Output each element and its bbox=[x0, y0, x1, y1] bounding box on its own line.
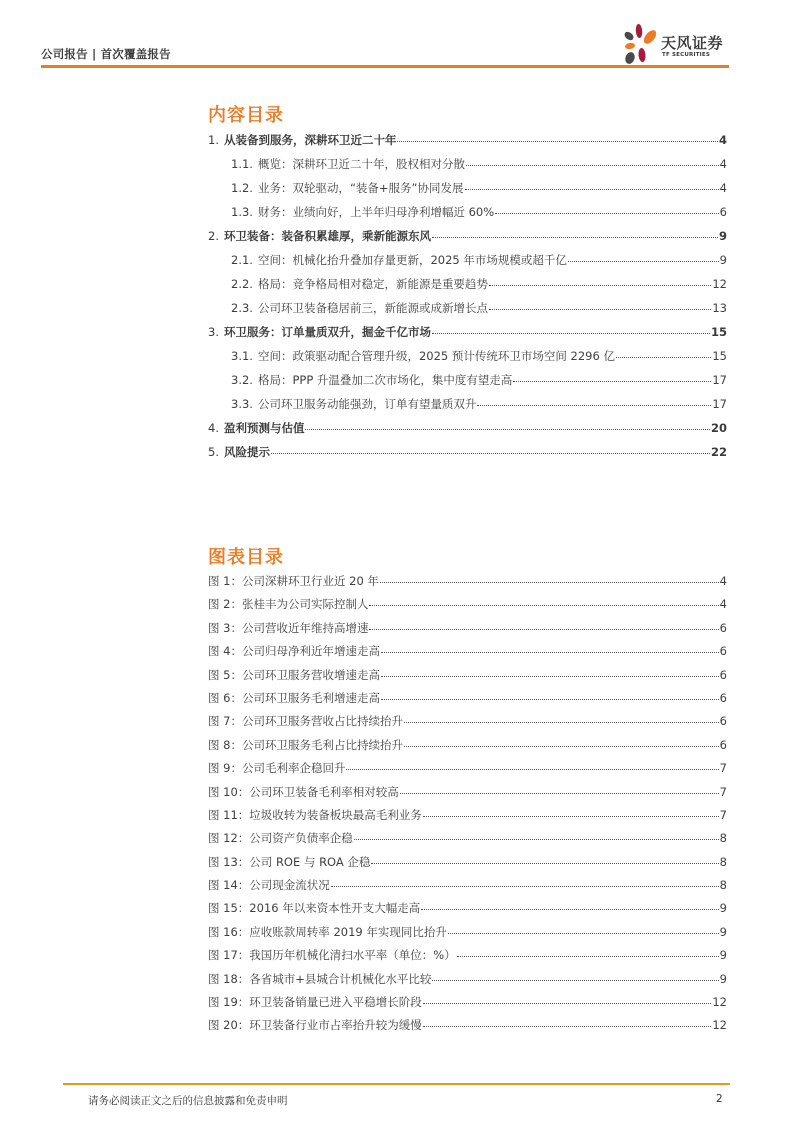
figure-entry[interactable] bbox=[208, 971, 727, 994]
figure-page-number: 6 bbox=[719, 690, 727, 705]
figure-page-number: 6 bbox=[719, 737, 727, 752]
toc-entry[interactable]: 5. 风险提示 22 bbox=[208, 445, 727, 459]
figure-page-number: 4 bbox=[719, 597, 727, 612]
figure-entry[interactable] bbox=[208, 830, 727, 853]
figure-entry[interactable] bbox=[208, 994, 727, 1017]
toc-entry[interactable]: 2.2. 格局：竞争格局相对稳定，新能源是重要趋势 12 bbox=[231, 277, 727, 291]
figure-entry[interactable] bbox=[208, 620, 727, 643]
dot-leader bbox=[271, 453, 710, 454]
figure-entry-text: 图 1：公司深耕环卫行业近 20 年 bbox=[208, 574, 379, 588]
toc-page-number: 17 bbox=[712, 373, 727, 387]
figure-entry[interactable] bbox=[208, 573, 727, 596]
toc-page-number: 15 bbox=[712, 349, 727, 363]
toc-entry[interactable]: 3. 环卫服务：订单量质双升，掘金千亿市场 15 bbox=[208, 325, 727, 339]
table-of-contents bbox=[208, 132, 727, 468]
figure-entry[interactable] bbox=[208, 667, 727, 690]
figure-entry[interactable] bbox=[208, 643, 727, 666]
figure-page-number: 9 bbox=[719, 901, 727, 916]
figure-page-number: 6 bbox=[719, 667, 727, 682]
toc-entry-text: 财务：业绩向好，上半年归母净利增幅近 60% bbox=[257, 205, 495, 219]
toc-entry-text: 公司环卫服务动能强劲，订单有望量质双升 bbox=[257, 397, 477, 411]
dot-leader bbox=[489, 285, 711, 286]
figures-toc-title: 图表目录 bbox=[208, 547, 284, 568]
toc-page-number: 4 bbox=[719, 181, 727, 195]
figure-entry-text: 图 3：公司营收近年维持高增速 bbox=[208, 620, 369, 635]
dot-leader bbox=[305, 429, 710, 430]
toc-entry-text: 从装备到服务，深耕环卫近二十年 bbox=[223, 133, 397, 147]
toc-page-number: 13 bbox=[712, 301, 727, 315]
toc-entry-text: 格局：PPP 升温叠加二次市场化，集中度有望走高 bbox=[257, 373, 513, 387]
figure-page-number: 7 bbox=[719, 784, 727, 799]
figure-entry[interactable] bbox=[208, 596, 727, 619]
disclaimer-notice: 请务必阅读正文之后的信息披露和免责申明 bbox=[88, 1095, 288, 1107]
logo-english-name: TF SECURITIES bbox=[662, 52, 711, 58]
toc-page-number: 20 bbox=[710, 421, 727, 435]
page-header bbox=[41, 20, 729, 68]
toc-entry-text: 环卫服务：订单量质双升，掘金千亿市场 bbox=[223, 325, 431, 339]
report-type-label: 公司报告 | 首次覆盖报告 bbox=[41, 47, 171, 61]
toc-page-number: 4 bbox=[719, 157, 727, 171]
figure-page-number: 6 bbox=[719, 620, 727, 635]
header-divider bbox=[41, 65, 729, 68]
figure-entry-text: 图 13：公司 ROE 与 ROA 企稳 bbox=[208, 854, 371, 869]
toc-entry[interactable]: 2.3. 公司环卫装备稳居前三，新能源或成新增长点 13 bbox=[231, 301, 727, 315]
figure-page-number: 12 bbox=[712, 995, 727, 1010]
figure-entry-text: 图 10：公司环卫装备毛利率相对较高 bbox=[208, 784, 399, 799]
toc-entry-text: 概览：深耕环卫近二十年，股权相对分散 bbox=[257, 157, 465, 171]
toc-entry[interactable]: 3.2. 格局：PPP 升温叠加二次市场化，集中度有望走高 17 bbox=[231, 373, 727, 387]
figure-page-number: 4 bbox=[719, 574, 727, 588]
figure-entry-text: 图 8：公司环卫服务毛利占比持续抬升 bbox=[208, 737, 403, 752]
dot-leader bbox=[448, 933, 719, 934]
dot-leader bbox=[331, 886, 719, 887]
toc-entry-text: 空间：机械化抬升叠加存量更新，2025 年市场规模或超千亿 bbox=[257, 253, 567, 267]
toc-entry[interactable]: 1.3. 财务：业绩向好，上半年归母净利增幅近 60% 6 bbox=[231, 205, 727, 219]
figure-page-number: 8 bbox=[719, 854, 727, 869]
figure-page-number: 9 bbox=[719, 948, 727, 963]
logo-chinese-name: 天风证券 bbox=[661, 34, 724, 52]
toc-entry[interactable]: 3.3. 公司环卫服务动能强劲，订单有望量质双升 17 bbox=[231, 397, 727, 411]
figure-entry-text: 图 14：公司现金流状况 bbox=[208, 878, 330, 893]
figure-entry-text: 图 20：环卫装备行业市占率抬升较为缓慢 bbox=[208, 1018, 422, 1033]
dot-leader bbox=[423, 1026, 712, 1027]
toc-entry-text: 盈利预测与估值 bbox=[223, 421, 305, 435]
toc-page-number: 12 bbox=[712, 277, 727, 291]
dot-leader bbox=[466, 165, 719, 166]
figure-page-number: 7 bbox=[719, 761, 727, 776]
figure-entry-text: 图 5：公司环卫服务营收增速走高 bbox=[208, 667, 380, 682]
figure-page-number: 6 bbox=[719, 644, 727, 659]
figure-entry-text: 图 18：各省城市+县城合计机械化水平比较 bbox=[208, 971, 432, 986]
toc-entry-text: 业务：双轮驱动，“装备+服务”协同发展 bbox=[257, 181, 464, 195]
figure-entry[interactable] bbox=[208, 854, 727, 877]
toc-entry[interactable]: 1. 从装备到服务，深耕环卫近二十年 4 bbox=[208, 133, 727, 147]
toc-page-number: 22 bbox=[710, 445, 727, 459]
toc-page-number: 9 bbox=[718, 229, 727, 243]
toc-page-number: 4 bbox=[718, 133, 727, 147]
list-of-figures bbox=[208, 573, 727, 1041]
toc-entry-text: 风险提示 bbox=[223, 445, 270, 459]
toc-page-number: 17 bbox=[712, 397, 727, 411]
dot-leader bbox=[369, 629, 718, 630]
toc-entry[interactable]: 3.1. 空间：政策驱动配合管理升级，2025 预计传统环卫市场空间 2296 亿 15 bbox=[231, 349, 727, 363]
figure-entry-text: 图 15：2016 年以来资本性开支大幅走高 bbox=[208, 901, 421, 916]
figure-entry-text: 图 16：应收账款周转率 2019 年实现同比抬升 bbox=[208, 924, 447, 939]
tf-flower-icon bbox=[621, 22, 661, 66]
toc-title: 内容目录 bbox=[208, 105, 284, 126]
toc-entry[interactable]: 1.1. 概览：深耕环卫近二十年，股权相对分散 4 bbox=[231, 157, 727, 171]
figure-page-number: 8 bbox=[719, 878, 727, 893]
dot-leader bbox=[489, 309, 711, 310]
figure-page-number: 9 bbox=[719, 971, 727, 986]
figure-entry[interactable] bbox=[208, 784, 727, 807]
toc-entry[interactable]: 1.2. 业务：双轮驱动，“装备+服务”协同发展 4 bbox=[231, 181, 727, 195]
figure-entry-text: 图 9：公司毛利率企稳回升 bbox=[208, 761, 346, 776]
dot-leader bbox=[381, 676, 719, 677]
toc-entry[interactable]: 2. 环卫装备：装备积累雄厚，乘新能源东风 9 bbox=[208, 229, 727, 243]
dot-leader bbox=[513, 381, 711, 382]
figure-page-number: 12 bbox=[712, 1018, 727, 1033]
figure-entry[interactable] bbox=[208, 713, 727, 736]
figure-entry-text: 图 4：公司归母净利近年增速走高 bbox=[208, 644, 380, 659]
figure-entry-text: 图 17：我国历年机械化清扫水平率（单位：%） bbox=[208, 948, 456, 963]
figure-entry-text: 图 12：公司资产负债率企稳 bbox=[208, 831, 353, 846]
dot-leader bbox=[397, 141, 718, 142]
toc-page-number: 9 bbox=[719, 253, 727, 267]
figure-entry[interactable] bbox=[208, 924, 727, 947]
footer-divider bbox=[63, 1083, 730, 1085]
toc-entry[interactable]: 4. 盈利预测与估值 20 bbox=[208, 421, 727, 435]
figure-page-number: 9 bbox=[719, 924, 727, 939]
toc-entry-text: 环卫装备：装备积累雄厚，乘新能源东风 bbox=[223, 229, 431, 243]
dot-leader bbox=[568, 261, 719, 262]
figure-page-number: 8 bbox=[719, 831, 727, 846]
dot-leader bbox=[465, 189, 719, 190]
figure-entry[interactable] bbox=[208, 807, 727, 830]
figure-entry-text: 图 11：垃圾收转为装备板块最高毛利业务 bbox=[208, 807, 422, 822]
dot-leader bbox=[346, 769, 718, 770]
dot-leader bbox=[404, 746, 719, 747]
dot-leader bbox=[477, 405, 711, 406]
dot-leader bbox=[495, 213, 719, 214]
figure-entry[interactable] bbox=[208, 900, 727, 923]
figure-page-number: 6 bbox=[719, 714, 727, 729]
figure-entry[interactable] bbox=[208, 737, 727, 760]
page-number: 2 bbox=[716, 1093, 723, 1105]
toc-entry-text: 空间：政策驱动配合管理升级，2025 预计传统环卫市场空间 2296 亿 bbox=[257, 349, 615, 363]
dot-leader bbox=[421, 909, 718, 910]
dot-leader bbox=[381, 652, 719, 653]
dot-leader bbox=[457, 956, 719, 957]
dot-leader bbox=[369, 605, 718, 606]
dot-leader bbox=[371, 863, 718, 864]
toc-entry-text: 格局：竞争格局相对稳定，新能源是重要趋势 bbox=[257, 277, 488, 291]
dot-leader bbox=[423, 1003, 712, 1004]
dot-leader bbox=[404, 722, 719, 723]
dot-leader bbox=[423, 816, 719, 817]
figure-entry-text: 图 19：环卫装备销量已进入平稳增长阶段 bbox=[208, 995, 422, 1010]
dot-leader bbox=[616, 357, 711, 358]
figure-entry-text: 图 2：张桂丰为公司实际控制人 bbox=[208, 597, 369, 612]
figure-entry-text: 图 6：公司环卫服务毛利增速走高 bbox=[208, 690, 380, 705]
company-logo bbox=[621, 20, 731, 68]
toc-entry-text: 公司环卫装备稳居前三，新能源或成新增长点 bbox=[257, 301, 488, 315]
figure-entry[interactable] bbox=[208, 947, 727, 970]
figure-entry[interactable] bbox=[208, 1017, 727, 1040]
dot-leader bbox=[354, 839, 719, 840]
dot-leader bbox=[432, 237, 718, 238]
figure-page-number: 7 bbox=[719, 807, 727, 822]
dot-leader bbox=[400, 793, 719, 794]
figure-entry[interactable] bbox=[208, 690, 727, 713]
dot-leader bbox=[380, 582, 719, 583]
toc-entry[interactable]: 2.1. 空间：机械化抬升叠加存量更新，2025 年市场规模或超千亿 9 bbox=[231, 253, 727, 267]
dot-leader bbox=[432, 980, 718, 981]
toc-page-number: 6 bbox=[719, 205, 727, 219]
dot-leader bbox=[432, 333, 710, 334]
figure-entry-text: 图 7：公司环卫服务营收占比持续抬升 bbox=[208, 714, 403, 729]
figure-entry[interactable] bbox=[208, 877, 727, 900]
toc-page-number: 15 bbox=[710, 325, 727, 339]
dot-leader bbox=[381, 699, 719, 700]
figure-entry[interactable] bbox=[208, 760, 727, 783]
